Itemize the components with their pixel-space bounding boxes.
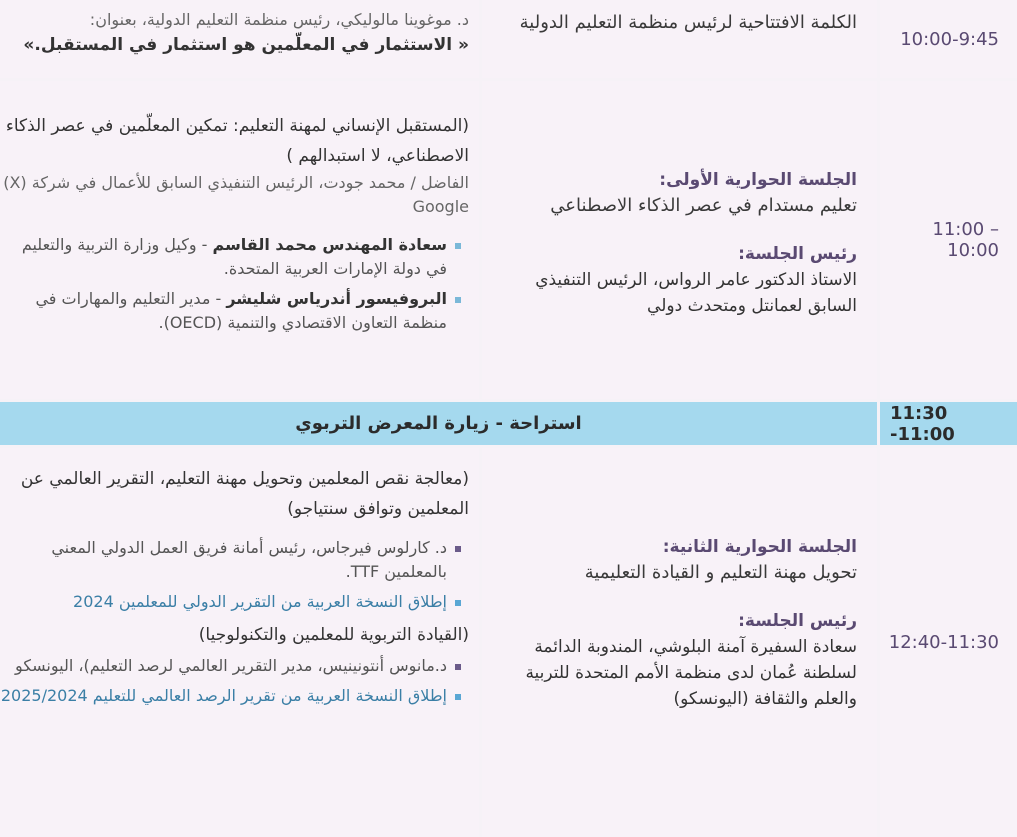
details-cell: [0, 0, 479, 78]
session-cell: [482, 448, 877, 837]
speaker-bullet: [0, 287, 469, 335]
speaker-bullet: [0, 233, 469, 281]
launch-line: إطلاق النسخة العربية من التقرير الدولي للمعلمين 2024: [73, 592, 447, 611]
session-title: تحويل مهنة التعليم و القيادة التعليمية: [584, 562, 857, 583]
time-label: 12:40-11:30: [888, 632, 999, 653]
session-title: الكلمة الافتتاحية لرئيس منظمة التعليم الدولية: [519, 12, 857, 33]
speaker-role: - مدير التعليم والمهارات في منظمة التعاون الاقتصادي والتنمية (OECD).: [35, 289, 447, 332]
speaker-role: - وكيل وزارة التربية والتعليم في دولة الإمارات العربية المتحدة.: [21, 235, 447, 278]
bullet-icon: [455, 243, 461, 249]
speaker-line: د.مانوس أنتونينيس، مدير التقرير العالمي لرصد التعليم)، اليونسكو: [15, 656, 447, 675]
time-label: 11:00 – 10:00: [932, 219, 999, 261]
time-cell: [880, 448, 1017, 837]
details-cell: [0, 81, 479, 399]
launch-bullet: [0, 590, 469, 614]
bullet-icon: [455, 600, 461, 606]
speaker-name: سعادة المهندس محمد القاسم: [212, 235, 447, 254]
speaker-name: البروفيسور أندرياس شليشر: [226, 289, 447, 308]
time-label: 10:00-9:45: [900, 28, 999, 50]
session-cell: [482, 0, 877, 78]
break-time: 11:30 -11:00: [880, 402, 1017, 445]
agenda-row-session-2: [0, 448, 1017, 837]
speaker-bullet: [0, 536, 469, 584]
speaker-line: د. موغوينا مالوليكي، رئيس منظمة التعليم الدولية، بعنوان:: [89, 10, 469, 29]
chair-name: الاستاذ الدكتور عامر الرواس، الرئيس التنفيذي السابق لعمانتل ومتحدث دولي: [535, 270, 857, 316]
panel-topic: (القيادة التربوية للمعلمين والتكنولوجيا): [198, 625, 469, 645]
launch-bullet: [0, 684, 469, 708]
break-title: استراحة - زيارة المعرض التربوي: [0, 402, 877, 445]
session-title: تعليم مستدام في عصر الذكاء الاصطناعي: [550, 195, 857, 216]
chair-name: سعادة السفيرة آمنة البلوشي، المندوبة الدائمة لسلطنة عُمان لدى منظمة الأمم المتحدة للتربية والعلم والثقافة (اليونسكو): [525, 637, 857, 709]
speaker-bullet: [0, 654, 469, 678]
agenda-row-break: [0, 402, 1017, 445]
session-cell: [482, 81, 877, 399]
time-cell: [880, 0, 1017, 78]
chair-label: رئيس الجلسة:: [738, 244, 857, 264]
panel-topic: (المستقبل الإنساني لمهنة التعليم: تمكين المعلّمين في عصر الذكاء الاصطناعي، لا استبدالهم ): [5, 116, 469, 166]
bullet-icon: [455, 546, 461, 552]
panel-topic: (معالجة نقص المعلمين وتحويل مهنة التعليم، التقرير العالمي عن المعلمين وتوافق سنتياجو): [20, 469, 469, 519]
chair-label: رئيس الجلسة:: [738, 611, 857, 631]
bullet-icon: [455, 664, 461, 670]
launch-line: إطلاق النسخة العربية من تقرير الرصد العالمي للتعليم 2025/2024: [0, 686, 447, 705]
bullet-icon: [455, 694, 461, 700]
agenda-row-opening: [0, 0, 1017, 78]
session-label: الجلسة الحوارية الثانية:: [662, 537, 857, 557]
details-cell: [0, 448, 479, 837]
speaker-line: الفاضل / محمد جودت، الرئيس التنفيذي السابق للأعمال في شركة (X) Google: [3, 173, 469, 216]
speaker-line: د. كارلوس فيرجاس، رئيس أمانة فريق العمل الدولي المعني بالمعلمين TTF.: [51, 538, 447, 581]
agenda-row-session-1: [0, 81, 1017, 399]
bullet-icon: [455, 297, 461, 303]
speech-title: « الاستثمار في المعلّمين هو استثمار في المستقبل.»: [23, 35, 469, 55]
session-label: الجلسة الحوارية الأولى:: [659, 170, 857, 190]
time-cell: [880, 81, 1017, 399]
